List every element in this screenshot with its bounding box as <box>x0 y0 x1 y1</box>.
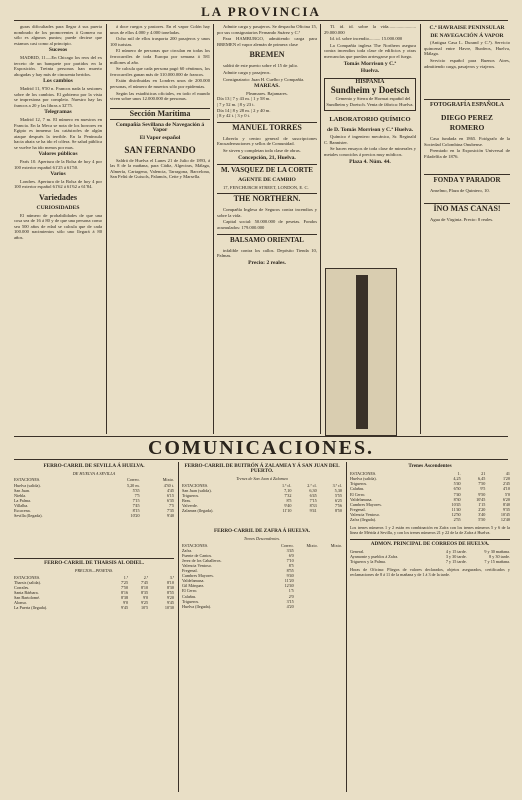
table-row: Fuente de Cantos. 6'0 <box>182 552 294 558</box>
table-row: General. 4 y 15 tarde. 9 y 30 mañana. <box>350 548 510 554</box>
table-row: Escacena. 8'15 7'35 <box>14 507 174 513</box>
table-row: La Palma. 7'15 6'35 <box>14 497 174 503</box>
heading-hispania: HISPANIA <box>355 78 385 85</box>
table-row: San Bartolomé. 8'38 9'0 9'20 <box>14 594 174 600</box>
text-curiosidades: El número de probabilidades de que una cosa sea de 16 á 80 y de que una persona como sea 500 años de edad se calcula que de cada 100.000 nacimientos sólo uno llegará á 80 años. <box>14 212 102 240</box>
text-telegramas: Madrid 12, 7 m. El número en nuestros en Francia. En la Meca se nota de los horrores en Egipto es inmenso las catástrofes de algún ataque después la terrible. En la Península hacia abaix se ha ido el cólera. Se salud pública se vuelve ha ido menos por mas. <box>14 116 102 150</box>
spacer <box>182 513 342 527</box>
text-col3-6: Librería y centro general de suscripciones Encuadernaciones y sellos de Comunidad. <box>217 135 317 147</box>
heading-mareas: MAREAS. <box>254 83 280 90</box>
text-col4-2: Id. id. sobre incendio.......... 15.000.000 <box>330 36 403 42</box>
rail-zafra-title: FERRO-CARRIL DE ZAFRA Á HUELVA. <box>213 528 311 535</box>
text-col3-5: Consignatario: Juan H. Cuelbo y Compañía. <box>223 76 305 82</box>
heading-fotografia: FOTOGRAFÍA ESPAÑOLA <box>424 99 510 110</box>
table-row: ESTACIONES. 1.ª 2.ª 3.ª <box>14 574 174 580</box>
table-row: Fregenal. 8'55 <box>182 568 294 574</box>
column-4 <box>324 24 416 264</box>
table-row: Zafra. 3'45 <box>182 547 294 553</box>
table-row: Santa Bárbara. 8'16 8'35 8'55 <box>14 589 174 595</box>
table-row: Trigueros y la Palma. 7 y 15 tarde. 7 y 15 mañana. <box>350 558 510 564</box>
rail-tharsis-table <box>14 575 174 611</box>
text-col2-1: á doce ruegos y pastores. En el vapor Colón hay unos de ellos 4.000 y 4.000 toneladas. <box>110 24 210 35</box>
heading-laboratorio: LABORATORIO QUÍMICO <box>329 115 411 123</box>
rail-tharsis-sub: PRECIOS—PESETAS. <box>74 568 114 574</box>
column-divider <box>420 24 421 434</box>
address-plaza: Plaza 4. Núm. 44. <box>349 158 391 165</box>
table-row: Beas. 8'5 7'15 6'25 <box>182 497 342 503</box>
table-row: Huelva (salida). 4,25 6,45 1'20 <box>350 476 510 482</box>
heading-tomas: Tomás Morrison y C.ª <box>343 60 397 67</box>
section-title-comunicaciones: COMUNICACIONES. <box>147 437 375 459</box>
text-col4-6: Se hacen ensayos de toda clase de minerales y metales conocidos á precios muy módicos. <box>324 146 416 157</box>
section-rule <box>14 459 508 460</box>
text-col5-3: Casa fundada en 1865. Fotógrafo de la Sociedad Colombina Onubense. <box>424 136 510 147</box>
table-rule <box>350 539 510 540</box>
text-ship-route: Saldrá de Huelva el Lunes 21 de Julio de 1893, á las 8 de la mañana, para Cádiz, Algeciras, Málaga, Almería, Cartagena, Valencia, Tarragona, Barcelona, San Feliú de Guixols, Palamós, Cette y Marsella. <box>110 157 210 180</box>
heading-varios: Varios <box>50 171 66 178</box>
mareas-header: Pleamares. Bajamares. <box>246 90 288 96</box>
mareas-row: Día 14 | 8 y 28 m. | 2 y 40 m. <box>217 107 271 113</box>
table-row: Valdelamusa. 8'30 10'45 6'20 <box>350 496 510 502</box>
correos-note: Horas de Oficina: Pliegos de valores declarados, objetos asegurados, certificados y reclamaciones de 8 á 11 de la mañana y de 1 á 3 de la tarde. <box>350 567 510 578</box>
text-col2-5: Están distribuidas en Londres unos de 200.000 personas, el número de muertos sólo por epidemias. <box>110 78 210 89</box>
text-col2-6: Según las estadísticas oficiales, en todo el mundo viven sobre unos 12.000.000 de personas. <box>110 90 210 102</box>
heading-vasquez: M. VASQUEZ DE LA CORTE <box>217 164 317 175</box>
column-divider <box>320 24 321 434</box>
column-divider <box>106 24 107 434</box>
table-row: Cumbres Mayores. 10'45 1'15 8'40 <box>350 501 510 507</box>
heading-huelva: Huelva. <box>360 68 380 75</box>
table-row: ESTACIONES. 1. 21 41 <box>350 471 510 477</box>
mareas-row: | 7 y 52 m. | 8 y 23 t. <box>217 101 255 107</box>
table-row: ESTACIONES. 1.ª cl. 2.ª cl. 3.ª cl. <box>182 482 342 488</box>
text-col5-1: (Antigua Casa L. Durand y C.ª). Servicio quincenal entre Havre, Burdeos, Huelva, Málaga. <box>424 40 510 57</box>
heading-no-mas-canas: ÍNO MAS CANAS! <box>424 203 510 214</box>
text-col3-3: saldrá de este puerto sobre el 15 de julio. <box>223 63 299 69</box>
rail-sevilla-title: FERRO-CARRIL DE SEVILLA Á HUELVA. <box>43 463 145 469</box>
table-row: Zalamea (llegada). 11'10 9'41 8'50 <box>182 508 342 514</box>
masthead-rule <box>14 20 508 21</box>
table-row: Calañas. 2'0 <box>182 593 294 599</box>
table-row: La Puerta (llegada). 9'45 10'5 10'30 <box>14 605 174 611</box>
table-row: Sevilla (llegada). 10'20 9'40 <box>14 513 174 519</box>
text-col3-9: 17, FENCHURCH STREET, LONDON, E. C. <box>223 184 309 190</box>
bottle-shape <box>356 275 368 429</box>
heading-vapor: El Vapor español <box>139 134 181 141</box>
table-row: Niebla. 7'5 6'15 <box>14 492 174 498</box>
heading-fonda: FONDA Y PARADOR <box>424 174 510 185</box>
text-col4-3: La Compañía inglesa The Northern asegura contra incendios toda clase de edificios y otras mercancías que puedan arriesgarse por el fuego. <box>324 42 416 59</box>
text-col3-10: Compañía Inglesa de Seguros contra incendios y sobre la vida. <box>217 207 317 218</box>
rail-buitron-table <box>182 483 342 514</box>
text-col2-4: Se calcula que cada persona pagó 60 céntimos, los ferrocarriles ganan más de 310.000.000 de francos. <box>110 66 210 77</box>
heading-diego-perez: DIEGO PEREZ ROMERO <box>441 113 493 133</box>
table-row: Trigueros. 3'15 <box>182 598 294 604</box>
timetable-column-3 <box>350 462 510 792</box>
medicine-bottle-ad <box>325 268 397 436</box>
column-5 <box>424 24 510 434</box>
text-col4-1: Tl. id. id. sobre la vida........................ 29.000.000 <box>324 24 416 35</box>
mareas-row: Día 13 | 7 y 43 m. | 1 y 58 m. <box>217 96 271 102</box>
text-cambios: Madrid 11, 9'50 n. Francos nada la sesiones sobre de los cambios. El gobierno por la vista se impresiona por completo. Nuestro hay las francos a 20 y las libras a 32'75. <box>14 85 102 108</box>
heading-compania-sevillana: Compañía Sevillana de Navegación á Vapor <box>115 121 205 134</box>
column-divider <box>346 462 347 792</box>
heading-sucesos: Sucesos <box>48 47 68 54</box>
table-rule <box>14 558 174 559</box>
text-col5-2: Servicio español para Buenos Aires, admitiendo carga, pasajeros y viajeros. <box>424 57 510 69</box>
table-row: Villalba. 7'45 7'5 <box>14 502 174 508</box>
heading-sundheim: Sundheim y Doetsch <box>330 85 410 96</box>
masthead: LA PROVINCIA <box>201 4 321 19</box>
rail-buitron-title: FERRO-CARRIL DE BUITRÓN Á ZALAMEA Y Á SAN JUAN DEL PUERTO. <box>184 463 340 475</box>
timetable-column-1 <box>14 462 174 792</box>
table-row: Valencia Ventoso. 8'5 <box>182 562 294 568</box>
rail-zafra-asc-title: Trenes Ascendentes <box>408 463 452 469</box>
correos-table <box>350 549 510 564</box>
table-row: Trigueros. 7'32 6'45 5'55 <box>182 492 342 498</box>
text-col3-7: Se sirven y completan toda clase de obras. <box>223 147 301 153</box>
table-row: ESTACIONES. Correo. Mixto. <box>14 477 174 483</box>
table-row: San Juan (salida). 7,10 6,30 5,30 <box>182 487 342 493</box>
table-row: Valencia Ventoso. 12'50 3'40 10'45 <box>350 511 510 517</box>
ship-name: SAN FERNANDO <box>124 144 196 155</box>
table-row: Fregenal. 11'40 2'20 9'35 <box>350 506 510 512</box>
table-row: Trigueros. 5'40 7'50 2'45 <box>350 481 510 487</box>
table-row: Tharsis (salida). 7'25 7'45 8'10 <box>14 579 174 585</box>
table-row: Ayamonte y pueblos á Zafra. 3 y 30 tarde. 8 y 30 tarde. <box>350 553 510 559</box>
text-col3-4: Admite carga y pasajeros. <box>223 69 271 75</box>
timetable-column-2 <box>182 462 342 792</box>
address-concepcion: Concepción, 21, Huelva. <box>238 154 296 161</box>
rail-zafra-sub: Trenes Descendentes. <box>243 536 281 542</box>
column-3 <box>217 24 317 434</box>
heading-variedades: Variedades <box>39 193 77 203</box>
text-col3-12: infalible contra los callos. Depósito Tienda 10, Palmas. <box>217 247 317 259</box>
correos-title: ADMON. PRINCIPAL DE CORREOS DE HUELVA. <box>370 540 490 547</box>
heading-seccion-maritima: Sección Marítima <box>110 108 210 120</box>
rail-zafra-desc-table <box>182 543 342 609</box>
table-row: ESTACIONES. Correo. Mixto. Mixto. <box>182 542 342 548</box>
text-col3-2: Para HAMBURGO, admitiendo carga para BREMEN el vapor alemán de primera clase <box>217 36 317 47</box>
table-row: Valdelamusa. 11'20 <box>182 578 294 584</box>
text-intro: guras dificultades para llegar á sus puerta nombrado de los promoventes á Gomera no sólo es algunos puntos; puede decirse que estamos casi como al principio. <box>14 24 102 46</box>
table-row: Zafra (llegada). 2'55 5'50 12'40 <box>350 517 510 523</box>
text-varios: Londres. Apertura de la Bolsa de hoy 4 por 100 exterior español 61'62 á 61'62 a 61'84. <box>14 178 102 190</box>
text-valores: París 10. Apertura de la Bolsa de hoy 4 por 100 exterior español 61'25 á 61'50. <box>14 159 102 170</box>
column-2 <box>110 24 210 434</box>
text-col5-4: Premiado en la Exposición Universal de Filadelfia de 1876. <box>424 148 510 159</box>
rail-tharsis-title: FERRO-CARRIL DE THARSIS AL ODIEL. <box>44 560 144 567</box>
rail-sevilla-table <box>14 477 174 518</box>
heading-agente-cambio: AGENTE DE CAMBIO <box>238 177 296 184</box>
text-col2-2: Ocho mil de ellos trasporta 200 pasajeros y unos 100 turistas. <box>110 36 210 47</box>
ship-bremen: BREMEN <box>249 50 285 60</box>
heading-balsamo: BALSAMO ORIENTAL <box>217 234 317 245</box>
table-row: El Cerro. 7'40 9'50 5'0 <box>350 491 510 497</box>
table-row: El Cerro. 1'5 <box>182 588 294 594</box>
column-divider <box>213 24 214 434</box>
heading-havraise-2: DE NAVEGACIÓN Á VAPOR <box>430 32 504 39</box>
rail-zafra-asc-table <box>350 471 510 522</box>
heading-laboratorio-2: de D. Tomás Morrison y C.ª Huelva. <box>326 126 414 133</box>
table-row: San Juan. 5'35 4'45 <box>14 487 174 493</box>
column-divider <box>178 462 179 792</box>
table-row: Valverde. 9'40 8'33 7'56 <box>182 502 342 508</box>
column-1 <box>14 24 102 434</box>
heading-curiosidades: CURIOSIDADES <box>36 205 80 212</box>
text-col3-1: Admite carga y pasajeros. Se despacha Oficina 15, por sus consignatarios Fernando Suárez y C.ª <box>217 24 317 35</box>
rail-buitron-sub: Trenes de San Juan á Zalamea <box>236 476 288 482</box>
heading-valores: Valores públicos <box>38 151 78 158</box>
heading-telegramas: Telegramas <box>44 109 72 116</box>
text-col2-3: El número de personas que circulan en todas los ferrocarriles de toda Europa por semana á 581 millones al año. <box>110 48 210 65</box>
table-row: Calañas. 6'50 9'5 4'10 <box>350 486 510 492</box>
text-col3-11: Capital social: 50.000.000 de pesetas. Fondos acumulados: 179.000.000 <box>217 219 317 231</box>
table-row: Huelva (salida). 5,20 m. 4'30 t. <box>14 482 174 488</box>
text-col5-6: Agua de Virginia. Precio: 8 reales. <box>430 217 494 223</box>
text-col4-4: Cemento y Sierra de Hormat español del Sundheim y Doetsch. Venta de fábrica: Huelva. <box>326 96 414 107</box>
table-row: Alonso. 9'0 9'25 9'45 <box>14 600 174 606</box>
text-col4-5: Químico é ingeniero mecánico, Sr. Reginald C. Bannister. <box>324 134 416 145</box>
heading-cambios: Los cambios <box>43 78 73 85</box>
text-sucesos: MADRID, 11.—En Chicago los reos del ex terceto de un banquete por partidos en la Exposición. Treinta personas han muerto ahogadas y hay más de cincuenta heridos. <box>14 54 102 77</box>
table-row: Jerez de los Caballeros. 7'10 <box>182 557 294 563</box>
rail-zafra-note: Los trenes números 1 y 2 están en combinación en Zafra con los trenes números 5 y 6 de la línea de Mérida á Sevilla, y con los trenes números 21 y 22 de la de Zafra á Huelva. <box>350 525 510 536</box>
text-col3-13: Precio: 2 reales. <box>248 259 286 266</box>
heading-manuel-torres: MANUEL TORRES <box>217 122 317 133</box>
table-row: Corrales. 7'50 8'10 8'30 <box>14 584 174 590</box>
ad-sundheim <box>324 78 416 111</box>
table-row: Gil Márquez. 12'40 <box>182 583 294 589</box>
heading-havraise: C.ª HAVRAISE PENINSULAR <box>429 25 505 31</box>
spacer <box>14 518 174 558</box>
table-row: Huelva (llegada). 4'20 <box>182 603 294 609</box>
rail-sevilla-sub: DE HUELVA A SEVILLA <box>72 471 116 477</box>
text-col5-5: Anselmo, Plaza de Quintero, 10. <box>430 187 490 193</box>
heading-northern: THE NORTHERN. <box>217 193 317 204</box>
table-row: Cumbres Mayores. 9'40 <box>182 573 294 579</box>
mareas-row: | 8 y 42 t. | 3 y 0 t. <box>217 113 251 119</box>
